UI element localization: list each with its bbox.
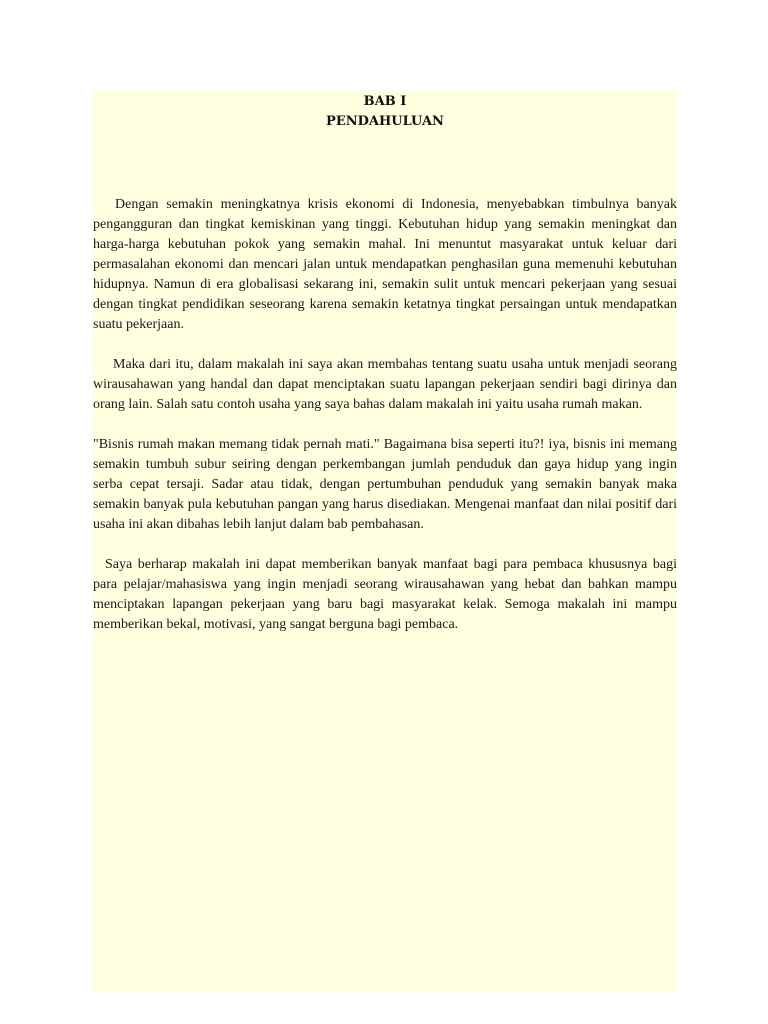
paragraph-1: Dengan semakin meningkatnya krisis ekonomi di Indonesia, menyebabkan timbulnya banyak pengangguran dan tingkat kemiskinan yang tinggi. Kebutuhan hidup yang semakin meningkat dan harga-harga kebutuhan pokok yang semakin mahal. Ini menuntut masyarakat untuk keluar dari permasalahan ekonomi dan mencari jalan untuk mendapatkan penghasilan guna memenuhi kebutuhan hidupnya. Namun di era globalisasi sekarang ini, semakin sulit untuk mencari pekerjaan yang sesuai dengan tingkat pendidikan seseorang karena semakin ketatnya tingkat persaingan untuk mendapatkan suatu pekerjaan. xyxy=(93,197,677,332)
paragraph-4: Saya berharap makalah ini dapat memberikan banyak manfaat bagi para pembaca khususnya bagi para pelajar/mahasiswa yang ingin menjadi seorang wirausahawan yang hebat dan bahkan mampu menciptakan lapangan pekerjaan yang baru bagi masyarakat kelak. Semoga makalah ini mampu memberikan bekal, motivasi, yang sangat berguna bagi pembaca. xyxy=(93,557,677,632)
chapter-title: PENDAHULUAN xyxy=(326,114,444,129)
document-page xyxy=(93,90,677,992)
document-body xyxy=(93,195,677,655)
paragraph-2: Maka dari itu, dalam makalah ini saya akan membahas tentang suatu usaha untuk menjadi seorang wirausahawan yang handal dan dapat menciptakan suatu lapangan pekerjaan sendiri bagi dirinya dan orang lain. Salah satu contoh usaha yang saya bahas dalam makalah ini yaitu usaha rumah makan. xyxy=(93,357,677,412)
paragraph-3: "Bisnis rumah makan memang tidak pernah mati." Bagaimana bisa seperti itu?! iya, bisnis ini memang semakin tumbuh subur seiring dengan perkembangan jumlah penduduk dan gaya hidup yang ingin serba cepat tersaji. Sadar atau tidak, dengan pertumbuhan penduduk yang semakin banyak maka semakin banyak pula kebutuhan pangan yang harus disediakan. Mengenai manfaat dan nilai positif dari usaha ini akan dibahas lebih lanjut dalam bab pembahasan. xyxy=(93,437,677,532)
chapter-label: BAB I xyxy=(363,94,407,109)
